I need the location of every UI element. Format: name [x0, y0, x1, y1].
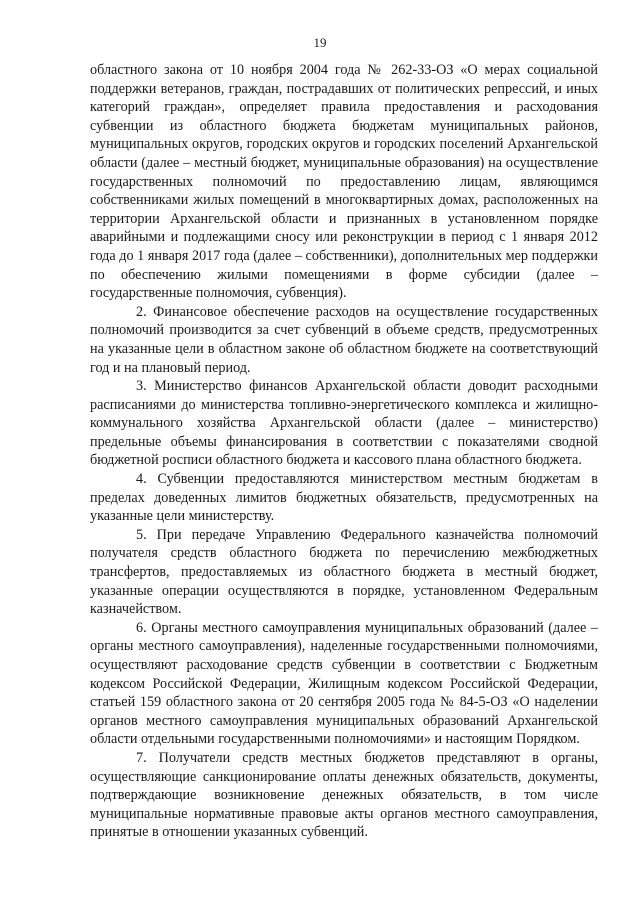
page-number: 19	[313, 35, 327, 50]
paragraph-2: 2. Финансовое обеспечение расходов на осуществление государственных полномочий производится за счет субвенций в объеме средств, предусмотренных на указанные цели в областном законе об областном бюджете на соответствующий год и на плановый период.	[90, 303, 598, 376]
paragraph-7: 7. Получатели средств местных бюджетов представляют в органы, осуществляющие санкционирование оплаты денежных обязательств, документы, подтверждающие возникновение денежных обязательств, в том числе муниципальные нормативные правовые акты органов местного самоуправления, принятые в отношении указанных субвенций.	[90, 749, 598, 841]
paragraph-5: 5. При передаче Управлению Федерального казначейства полномочий получателя средств областного бюджета по перечислению межбюджетных трансфертов, предоставляемых из областного бюджета в местный бюджет, указанные операции осуществляются в порядке, установленном Федеральным казначейством.	[90, 526, 598, 618]
paragraph-3: 3. Министерство финансов Архангельской области доводит расходными расписаниями до министерства топливно-энергетического комплекса и жилищно-коммунального хозяйства Архангельской области (далее – министерство) предельные объемы финансирования в соответствии с показателями сводной бюджетной росписи областного бюджета и кассового плана областного бюджета.	[90, 378, 598, 469]
document-body	[90, 61, 598, 842]
paragraph-4: 4. Субвенции предоставляются министерством местным бюджетам в пределах доведенных лимитов бюджетных обязательств, предусмотренных на указанные цели министерству.	[90, 471, 598, 525]
paragraph-6: 6. Органы местного самоуправления муниципальных образований (далее – органы местного самоуправления), наделенные государственными полномочиями, осуществляют расходование средств субвенции в соответствии с Бюджетным кодексом Российской Федерации, Жилищным кодексом Российской Федерации, статьей 159 областного закона от 20 сентября 2005 года № 84-5-ОЗ «О наделении органов местного самоуправления муниципальных образований Архангельской области отдельными государственными полномочиями» и настоящим Порядком.	[90, 619, 598, 748]
paragraph-continuation: областного закона от 10 ноября 2004 года № 262-33-ОЗ «О мерах социальной поддержки ветеранов, граждан, пострадавших от политических репрессий, и иных категорий граждан», определяет правила предоставления и расходования субвенции из областного бюджета бюджетам муниципальных районов, муниципальных округов, городских округов и городских поселений Архангельской области (далее – местный бюджет, муниципальные образования) на осуществление государственных полномочий по предоставлению лицам, являющимся собственниками жилых помещений в многоквартирных домах, расположенных на территории Архангельской области и признанных в установленном порядке аварийными и подлежащими сносу или реконструкции в период с 1 января 2012 года до 1 января 2017 года (далее – собственники), дополнительных мер поддержки по обеспечению жилыми помещениями в форме субсидии (далее – государственные полномочия, субвенция).	[90, 62, 598, 302]
